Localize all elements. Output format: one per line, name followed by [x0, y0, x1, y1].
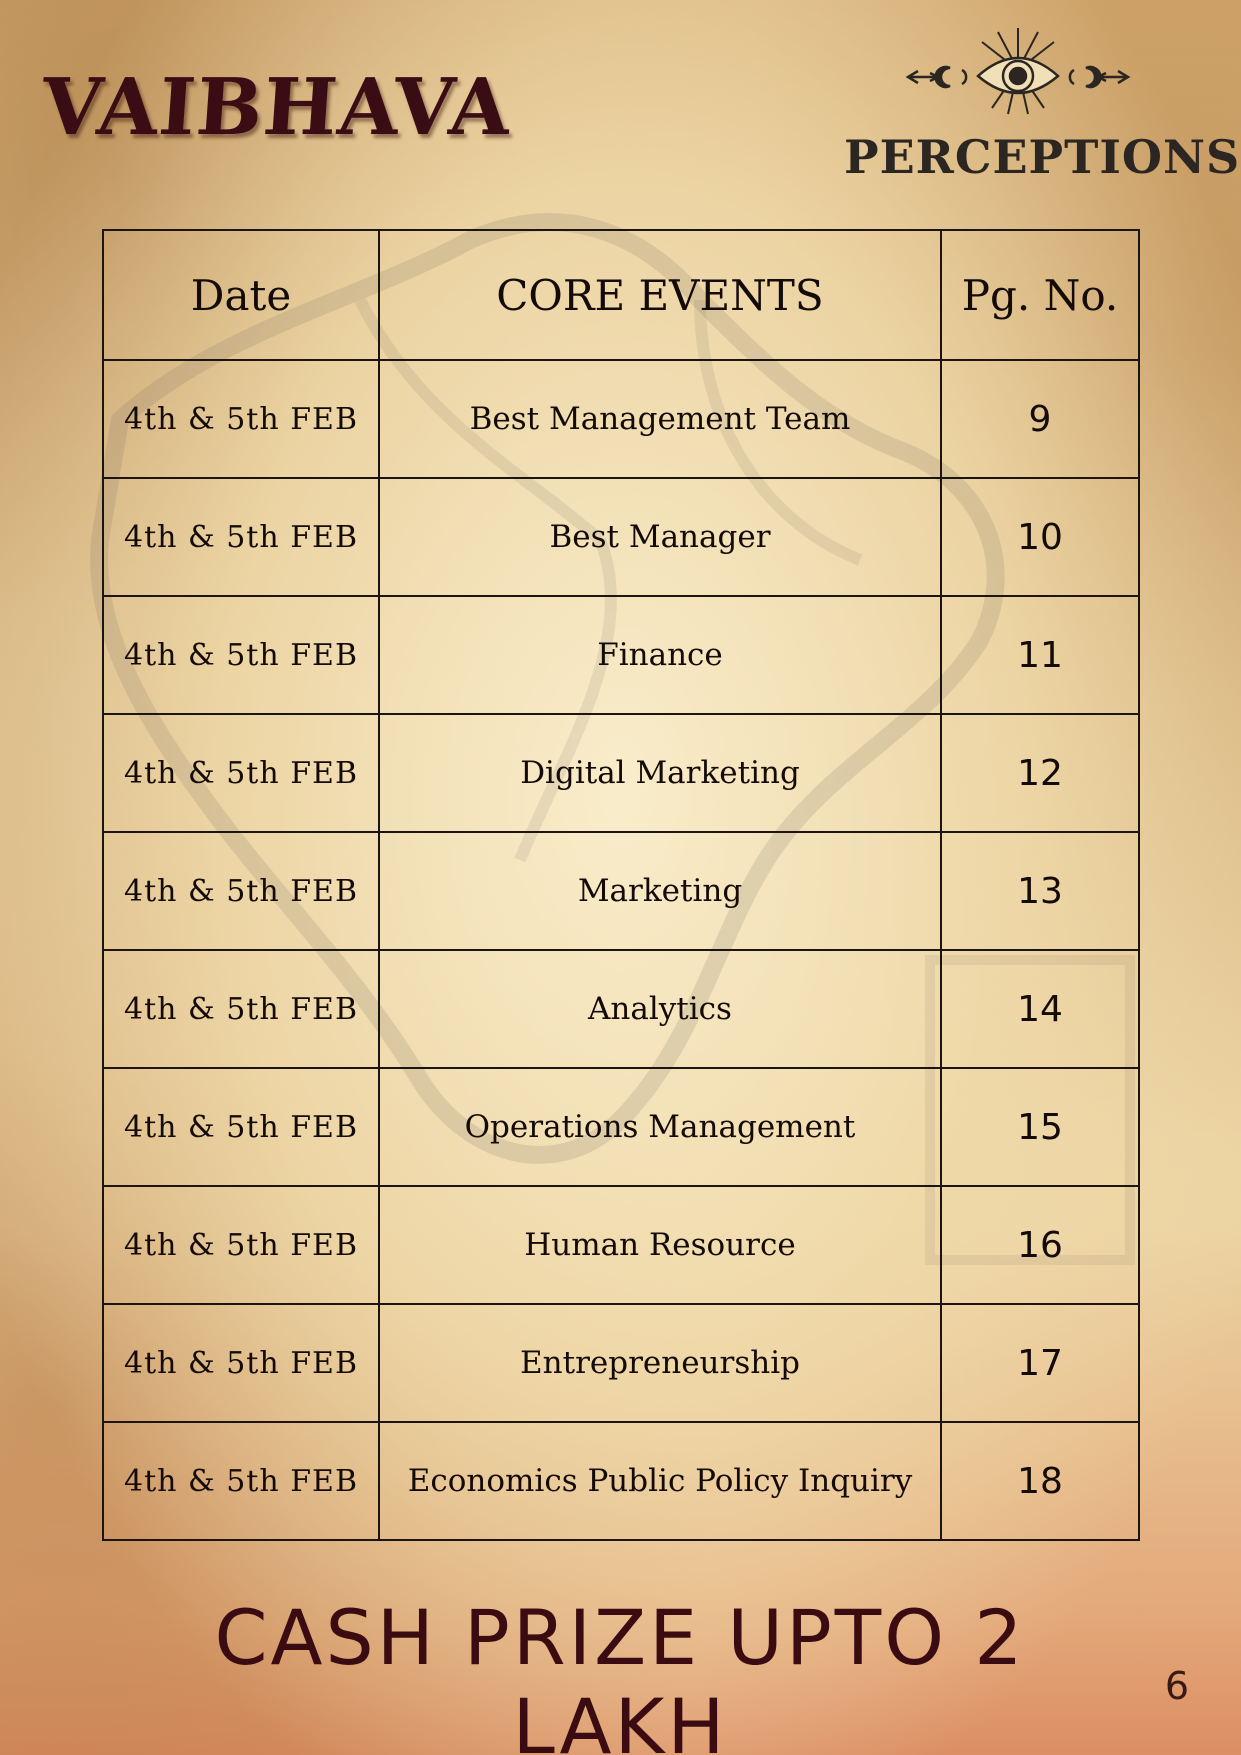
event-name: Human Resource [379, 1186, 941, 1304]
column-header-date: Date [103, 230, 379, 360]
column-header-page-number: Pg. No. [941, 230, 1139, 360]
event-name: Best Manager [379, 478, 941, 596]
event-date: 4th & 5th FEB [103, 950, 379, 1068]
event-name: Finance [379, 596, 941, 714]
eye-with-moon-phases-icon [888, 18, 1148, 128]
table-row [103, 714, 1139, 832]
event-page-number: 10 [941, 478, 1139, 596]
table-row [103, 832, 1139, 950]
event-name: Best Management Team [379, 360, 941, 478]
event-name: Operations Management [379, 1068, 941, 1186]
event-name: Economics Public Policy Inquiry [379, 1422, 941, 1540]
table-row [103, 1186, 1139, 1304]
event-date: 4th & 5th FEB [103, 360, 379, 478]
event-date: 4th & 5th FEB [103, 832, 379, 950]
column-header-core-events: CORE EVENTS [379, 230, 941, 360]
page-number: 6 [1164, 1664, 1189, 1708]
core-events-table [102, 229, 1140, 1541]
event-page-number: 9 [941, 360, 1139, 478]
event-date: 4th & 5th FEB [103, 714, 379, 832]
table-row [103, 596, 1139, 714]
event-page-number: 18 [941, 1422, 1139, 1540]
event-name: Analytics [379, 950, 941, 1068]
event-page-number: 11 [941, 596, 1139, 714]
event-name: Marketing [379, 832, 941, 950]
event-page-number: 17 [941, 1304, 1139, 1422]
event-page-number: 14 [941, 950, 1139, 1068]
vaibhava-logo-text: VAIBHAVA [38, 62, 515, 153]
event-date: 4th & 5th FEB [103, 478, 379, 596]
event-date: 4th & 5th FEB [103, 1422, 379, 1540]
table-header-row [103, 230, 1139, 360]
event-date: 4th & 5th FEB [103, 596, 379, 714]
event-name: Entrepreneurship [379, 1304, 941, 1422]
table-row [103, 478, 1139, 596]
event-page-number: 13 [941, 832, 1139, 950]
table-row [103, 1304, 1139, 1422]
event-page-number: 16 [941, 1186, 1139, 1304]
cash-prize-banner: CASH PRIZE UPTO 2 LAKH [214, 1593, 1026, 1755]
table-row [103, 360, 1139, 478]
event-date: 4th & 5th FEB [103, 1186, 379, 1304]
table-row [103, 950, 1139, 1068]
event-date: 4th & 5th FEB [103, 1068, 379, 1186]
event-page-number: 15 [941, 1068, 1139, 1186]
table-row [103, 1068, 1139, 1186]
event-page-number: 12 [941, 714, 1139, 832]
table-row [103, 1422, 1139, 1540]
event-name: Digital Marketing [379, 714, 941, 832]
perceptions-logo [838, 18, 1241, 184]
event-date: 4th & 5th FEB [103, 1304, 379, 1422]
perceptions-logo-text: PERCEPTIONS [844, 130, 1241, 184]
